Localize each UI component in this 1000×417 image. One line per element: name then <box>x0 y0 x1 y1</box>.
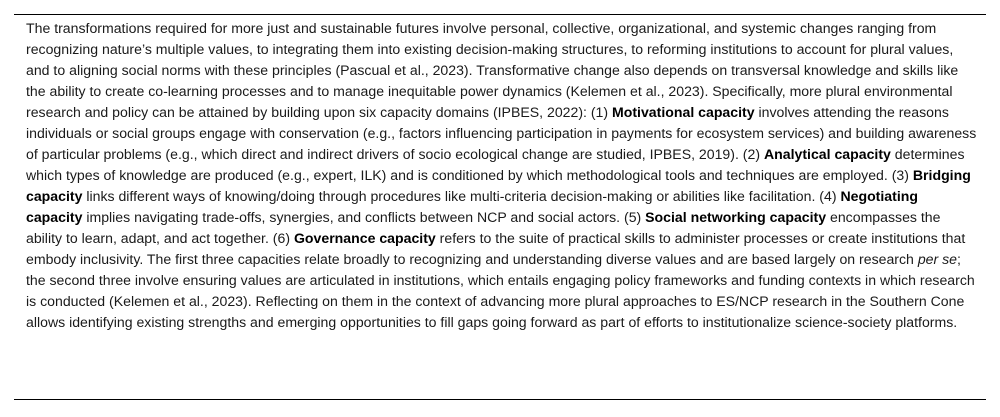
text-box <box>14 14 986 400</box>
text-segment: The transformations required for more just and sustainable futures involve personal, collective, organizational, and systemic changes ranging from recognizing nature’s multiple values, to integrating them into existing decision-making structures, to reforming institutions to account for plural values, and to aligning social norms with these principles (Pascual et al., 2023). Transformative change also depends on transversal knowledge and skills like the ability to create co-learning processes and to manage inequitable power dynamics (Kelemen et al., 2023). Specifically, more plural environmental research and policy can be attained by building upon six capacity domains (IPBES, 2022): (1) <box>26 20 959 120</box>
text-segment: ; the second three involve ensuring values are articulated in institutions, which entails engaging policy frameworks and funding contexts in which research is conducted (Kelemen et al., 2023). Reflecting on them in the context of advancing more plural approaches to ES/NCP research in the Southern Cone allows identifying existing strengths and emerging opportunities to fill gaps going forward as part of efforts to institutionalize science-society platforms. <box>26 251 975 330</box>
term-negotiating-capacity: Negotiating capacity <box>26 188 918 225</box>
italic-per-se: per se <box>917 251 957 267</box>
text-segment: links different ways of knowing/doing through procedures like multi-criteria decision-making or abilities like facilitation. (4) <box>82 188 841 204</box>
term-social-networking-capacity: Social networking capacity <box>645 209 827 225</box>
text-segment: determines which types of knowledge are produced (e.g., expert, ILK) and is conditioned by which methodological tools and techniques are employed. (3) <box>26 146 965 183</box>
term-bridging-capacity: Bridging capacity <box>26 167 971 204</box>
term-analytical-capacity: Analytical capacity <box>763 146 891 162</box>
body-paragraph <box>14 15 986 333</box>
text-segment: refers to the suite of practical skills to administer processes or create institutions that embody inclusivity. The first three capacities relate broadly to recognizing and understanding diverse values and are based largely on research <box>26 230 966 267</box>
term-motivational-capacity: Motivational capacity <box>612 104 755 120</box>
text-segment: implies navigating trade-offs, synergies, and conflicts between NCP and social actors. (5) <box>82 209 646 225</box>
text-segment: involves attending the reasons individuals or social groups engage with conservation (e.g., factors influencing participation in payments for ecosystem services) and building awareness of particular problems (e.g., which direct and indirect drivers of socio ecological change are studied, IPBES, 2019). (2) <box>26 104 977 162</box>
term-governance-capacity: Governance capacity <box>293 230 436 246</box>
text-segment: encompasses the ability to learn, adapt, and act together. (6) <box>26 209 941 246</box>
